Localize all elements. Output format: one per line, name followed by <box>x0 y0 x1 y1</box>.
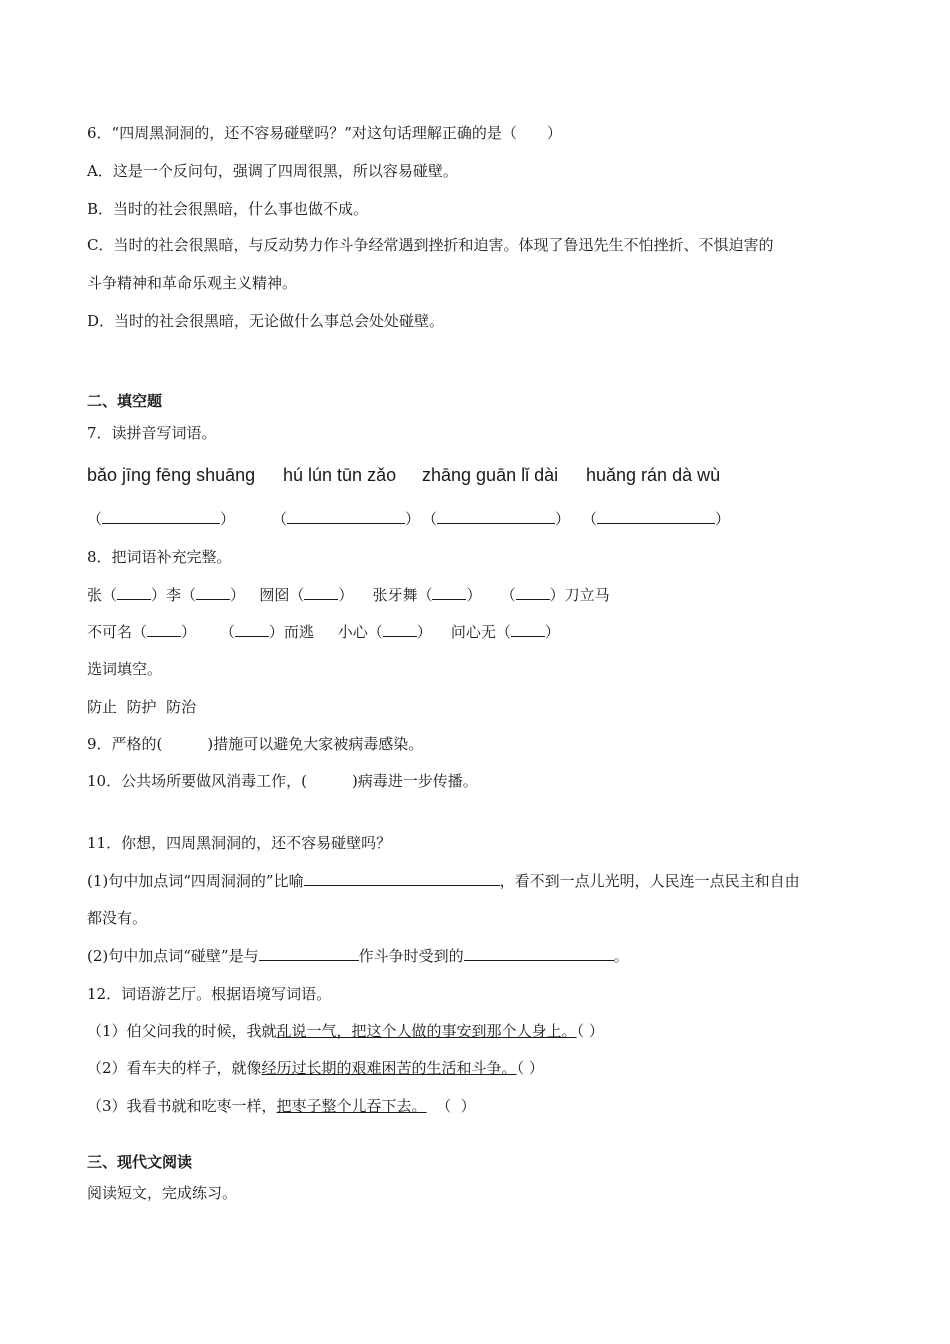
q11-part1-cont: 都没有。 <box>87 909 148 927</box>
q8-r2-c: （ <box>219 623 235 641</box>
q8-r2-b: ） <box>181 623 197 641</box>
q8-r1-a: 张（ <box>87 586 118 604</box>
q8-r1-h: （ <box>500 586 516 604</box>
q8-blank[interactable] <box>235 622 269 637</box>
q12-answer-3[interactable]: （ ） <box>426 1097 476 1115</box>
q12-item-3: （3）我看书就和吃枣一样，把枣子整个儿吞下去。 （ ） <box>87 1097 476 1115</box>
q8-r1-e: ） <box>338 586 354 604</box>
q11-blank-2[interactable] <box>259 946 359 961</box>
q12-item-1: （1）伯父问我的时候，我就乱说一气，把这个人做的事安到那个人身上。（ ） <box>87 1022 604 1040</box>
q7-pinyin-1: bǎo jīng fēng shuāng <box>87 465 256 485</box>
q8-blank[interactable] <box>516 585 550 600</box>
q8-stem: 8．把词语补充完整。 <box>87 548 232 566</box>
q6-option-a: A．这是一个反问句，强调了四周很黑，所以容易碰壁。 <box>87 162 458 180</box>
q6-option-c-line1: C．当时的社会很黑暗，与反动势力作斗争经常遇到挫折和迫害。体现了鲁迅先生不怕挫折、不惧迫害的 <box>87 236 774 254</box>
q12-item-2: （2）看车夫的样子，就像经历过长期的艰难困苦的生活和斗争。（ ） <box>87 1059 544 1077</box>
q8-r2-h: ） <box>544 623 560 641</box>
q11-stem: 11．你想，四周黑洞洞的，还不容易碰壁吗？ <box>87 834 392 852</box>
q8-r2-g: 问心无（ <box>450 623 511 641</box>
q8-blank[interactable] <box>383 622 417 637</box>
q6-option-b: B．当时的社会很黑暗，什么事也做不成。 <box>87 200 369 218</box>
q8-blank[interactable] <box>432 585 466 600</box>
q8-blank[interactable] <box>117 585 151 600</box>
q8-r1-c: ） <box>230 586 246 604</box>
q8-word-options: 防止 防护 防治 <box>87 698 197 716</box>
q7-stem: 7．读拼音写词语。 <box>87 424 217 442</box>
q8-row1 <box>87 584 610 605</box>
q8-r2-f: ） <box>416 623 432 641</box>
q10-text: 10．公共场所要做风消毒工作，( )病毒进一步传播。 <box>87 772 478 790</box>
q7-pinyin-4: huǎng rán dà wù <box>586 465 721 485</box>
q7-answer-blank-4[interactable]: （ ） <box>582 510 731 528</box>
q8-blank[interactable] <box>511 622 545 637</box>
q7-answer-blank-1[interactable]: （ ） <box>87 510 236 528</box>
q8-r1-d: 囫囵（ <box>259 586 305 604</box>
q8-r1-i: ）刀立马 <box>549 586 610 604</box>
q8-r2-a: 不可名（ <box>87 623 148 641</box>
q8-blank[interactable] <box>304 585 338 600</box>
q11-part1: (1)句中加点词“四周洞洞的”比喻 ，看不到一点儿光明，人民连一点民主和自由 <box>87 872 800 890</box>
q8-r2-e: 小心（ <box>337 623 383 641</box>
q6-stem: 6．“四周黑洞洞的，还不容易碰壁吗？”对这句话理解正确的是（ ） <box>87 124 562 142</box>
q6-option-d: D．当时的社会很黑暗，无论做什么事总会处处碰壁。 <box>87 312 445 330</box>
q8-blank[interactable] <box>147 622 181 637</box>
section3-instruction: 阅读短文，完成练习。 <box>87 1184 238 1202</box>
q8-blank[interactable] <box>196 585 230 600</box>
q7-pinyin-2: hú lún tūn zǎo <box>283 465 397 485</box>
section2-title: 二、填空题 <box>87 392 163 410</box>
q7-answer-blank-3[interactable]: （ ） <box>422 510 571 528</box>
q12-stem: 12．词语游艺厅。根据语境写词语。 <box>87 985 332 1003</box>
q8-r1-b: ）李（ <box>151 586 197 604</box>
q8-row2 <box>87 621 560 642</box>
q8-r1-g: ） <box>466 586 482 604</box>
q8-r2-d: ）而逃 <box>268 623 314 641</box>
q6-option-c-line2: 斗争精神和革命乐观主义精神。 <box>87 274 298 292</box>
q8-r1-f: 张牙舞（ <box>372 586 433 604</box>
q9-text: 9．严格的( )措施可以避免大家被病毒感染。 <box>87 735 424 753</box>
q7-pinyin-3: zhāng guān lǐ dài <box>422 465 559 485</box>
section3-title: 三、现代文阅读 <box>87 1153 193 1171</box>
q12-answer-1[interactable]: （ ） <box>576 1022 604 1040</box>
q12-answer-2[interactable]: （ ） <box>516 1059 544 1077</box>
q7-answer-blank-2[interactable]: （ ） <box>272 510 421 528</box>
q11-blank-3[interactable] <box>464 946 614 961</box>
q8-choose-heading: 选词填空。 <box>87 660 163 678</box>
q11-blank-1[interactable] <box>304 871 500 886</box>
q11-part2: (2)句中加点词“碰壁”是与 作斗争时受到的 。 <box>87 947 629 965</box>
